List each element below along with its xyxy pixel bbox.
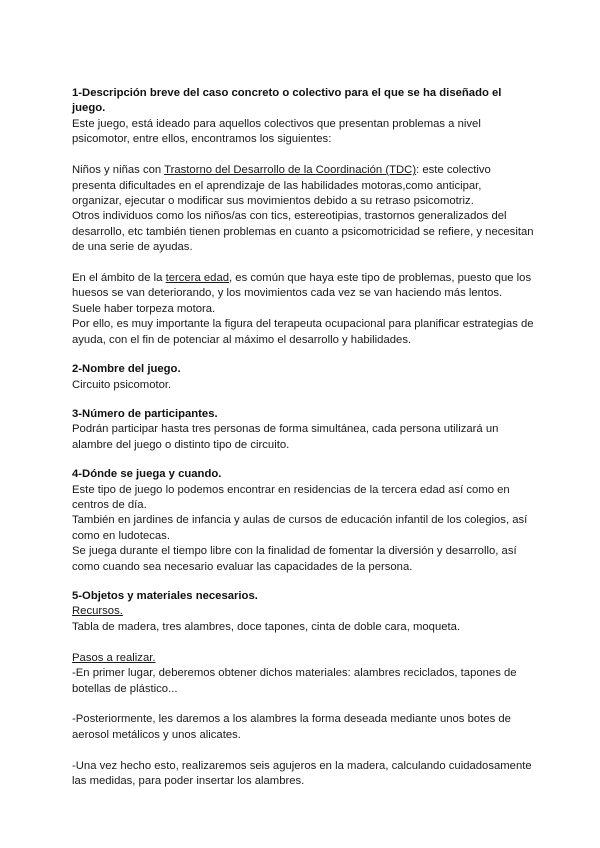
document-body [72, 86, 534, 790]
tdc-suffix: : este colectivo presenta dificultades en el aprendizaje de las habilidades motoras,como anticipar, organizar, ejecutar o modificar sus movimientos debido a su retraso psicomotriz. [72, 164, 491, 207]
section-1-therapist-paragraph: Por ello, es muy importante la figura del terapeuta ocupacional para planificar estrategias de ayuda, con el fin de potenciar al máximo el desarrollo y habilidades. [72, 318, 534, 346]
section-1-torpeza-paragraph: Suele haber torpeza motora. [72, 302, 216, 315]
section-1-others-paragraph: Otros individuos como los niños/as con tics, estereotipias, trastornos generalizados del desarrollo, etc también tienen problemas en cuanto a psicomotricidad se refiere, y necesitan de una serie de ayudas. [72, 210, 534, 254]
steps-label: Pasos a realizar. [72, 651, 156, 664]
section-1-heading: 1-Descripción breve del caso concreto o colectivo para el que se ha diseñado el juego. [72, 87, 502, 115]
step-3: -Una vez hecho esto, realizaremos seis agujeros en la madera, calculando cuidadosamente las medidas, para poder insertar los alambres. [72, 759, 532, 788]
section-1-elderly-paragraph [72, 271, 534, 302]
section-1-intro: Este juego, está ideado para aquellos colectivos que presentan problemas a nivel psicomotor, entre ellos, encontramos los siguientes: [72, 117, 481, 146]
section-1-tdc-paragraph [72, 163, 534, 209]
tdc-prefix: Niños y niñas con [72, 164, 165, 177]
elderly-suffix: , es común que haya este tipo de problemas, puesto que los huesos se van deteriorando, y los movimientos cada vez se van haciendo más lentos. [72, 272, 532, 300]
resources-label: Recursos. [72, 605, 123, 618]
section-2-heading: 2-Nombre del juego. [72, 363, 181, 376]
section-4-free-time: Se juega durante el tiempo libre con la finalidad de fomentar la diversión y desarrollo, así como cuando sea necesario evaluar las capacidades de la persona. [72, 545, 517, 573]
section-4-residences: Este tipo de juego lo podemos encontrar en residencias de la tercera edad así como en centros de día. [72, 483, 510, 511]
step-2: -Posteriormente, les daremos a los alambres la forma deseada mediante unos botes de aerosol metálicos y unos alicates. [72, 713, 511, 741]
tdc-link[interactable]: Trastorno del Desarrollo de la Coordinación (TDC) [164, 164, 417, 177]
section-4-heading: 4-Dónde se juega y cuando. [72, 468, 222, 481]
section-2-text: Circuito psicomotor. [72, 378, 172, 391]
tercera-edad-link[interactable]: tercera edad [165, 272, 230, 285]
section-3-text: Podrán participar hasta tres personas de forma simultánea, cada persona utilizará un alambre del juego o distinto tipo de circuito. [72, 423, 499, 451]
elderly-prefix: En el ámbito de la [72, 272, 166, 285]
section-4-schools: También en jardines de infancia y aulas de cursos de educación infantil de los colegios, así como en ludotecas. [72, 514, 528, 542]
section-3-heading: 3-Número de participantes. [72, 407, 218, 420]
section-5-heading: 5-Objetos y materiales necesarios. [72, 589, 258, 602]
resources-text: Tabla de madera, tres alambres, doce tapones, cinta de doble cara, moqueta. [72, 620, 461, 633]
step-1: -En primer lugar, deberemos obtener dichos materiales: alambres reciclados, tapones de botellas de plástico... [72, 667, 517, 695]
